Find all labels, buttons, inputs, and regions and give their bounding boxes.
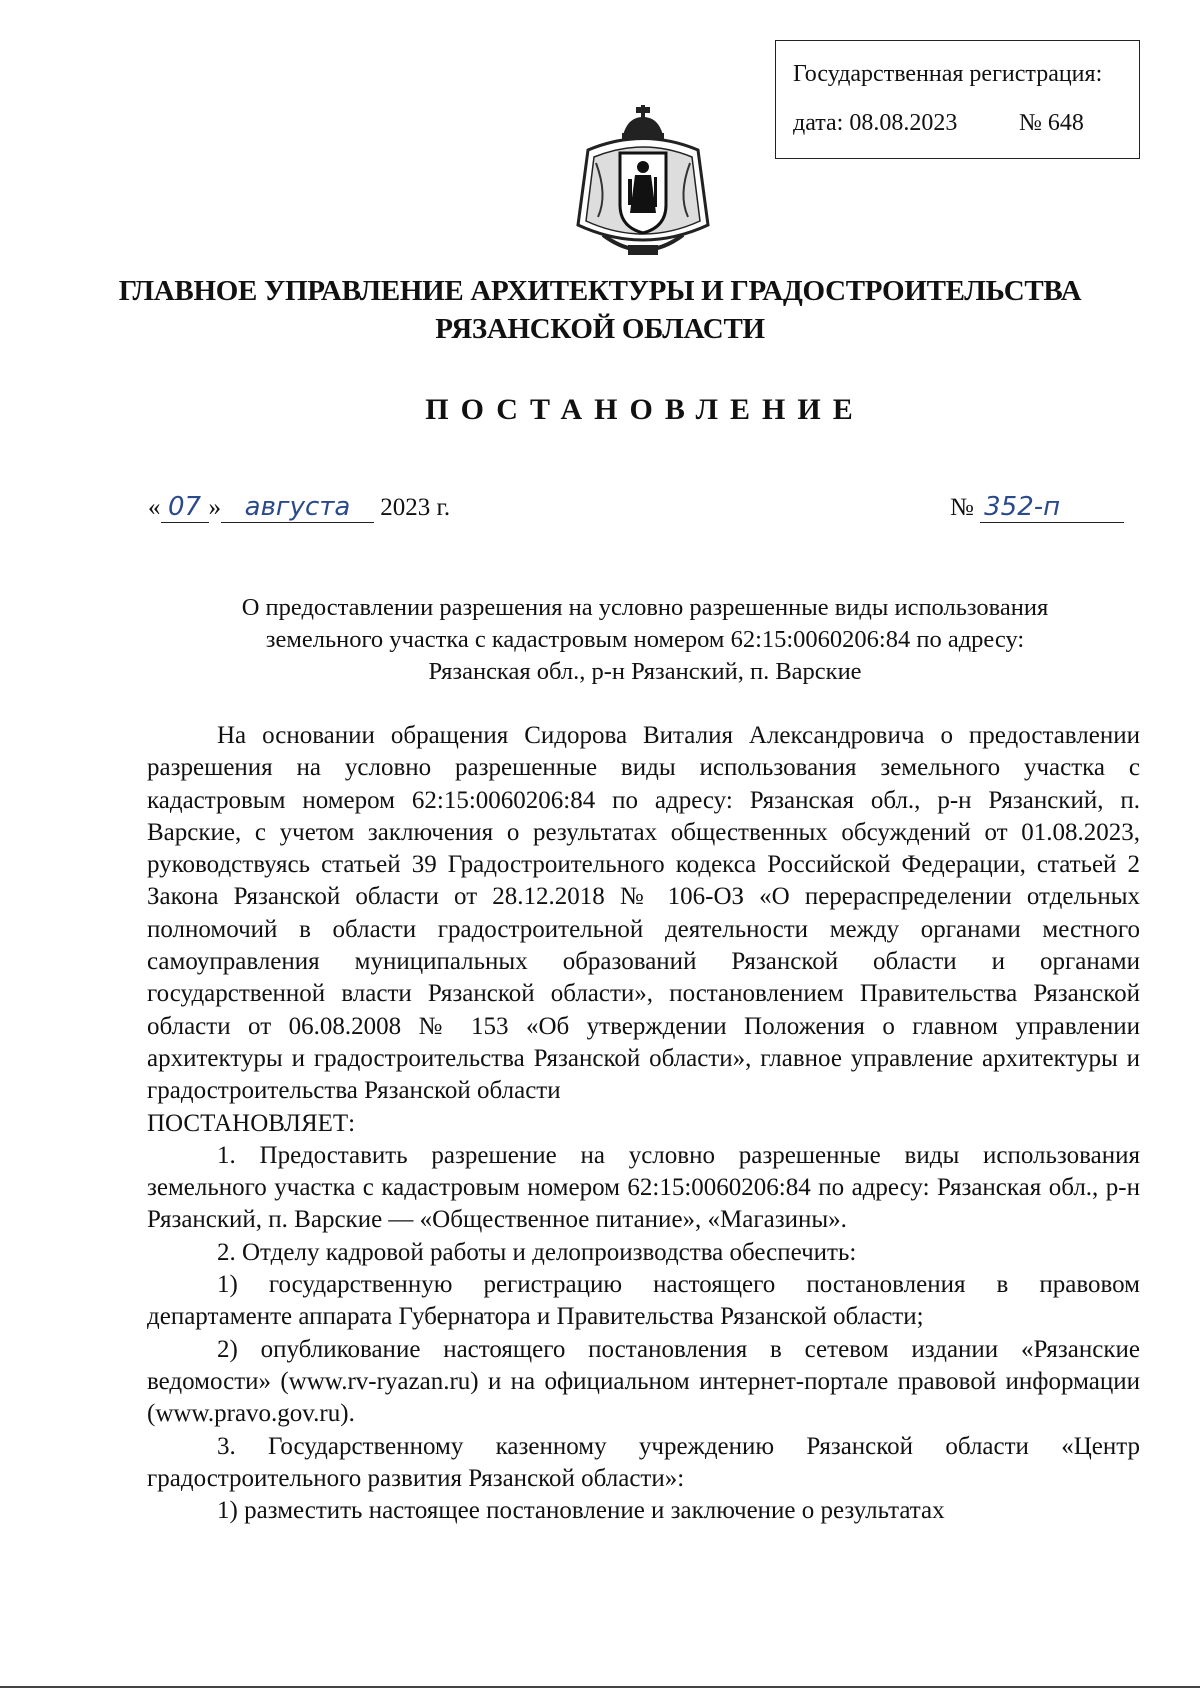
- item-2-1: 1) государственную регистрацию настоящего постановления в правовом департаменте аппарата Губернатора и Правительства Рязанской области;: [147, 1271, 1140, 1331]
- document-subject: [150, 592, 1140, 688]
- registration-number: № 648: [1019, 110, 1084, 136]
- number-value: 352-п: [980, 492, 1124, 523]
- document-body: [147, 720, 1140, 1527]
- registration-title: Государственная регистрация:: [793, 61, 1103, 87]
- document-number: [950, 492, 1124, 523]
- date-month: августа: [221, 492, 374, 523]
- subject-line-3: Рязанская обл., р-н Рязанский, п. Варские: [428, 658, 862, 685]
- subject-line-1: О предоставлении разрешения на условно разрешенные виды использования: [241, 594, 1049, 621]
- item-1: 1. Предоставить разрешение на условно разрешенные виды использования земельного участка с кадастровым номером 62:15:0060206:84 по адресу: Рязанская обл., р-н Рязанский, п. Варские — «Общественное питание», «Магазины».: [147, 1141, 1140, 1234]
- date-open-quote: «: [148, 494, 161, 521]
- preamble-paragraph: На основании обращения Сидорова Виталия Александровича о предоставлении разрешения на условно разрешенные виды использования земельного участка с кадастровым номером 62:15:0060206:84 по адресу: Рязанская обл., р-н Рязанский, п. Варские, с учетом заключения о результатах общественных обсуждений от 01.08.2023, руководствуясь статьей 39 Градостроительного кодекса Российской Федерации, статьей 2 Закона Рязанской области от 28.12.2018 № 106-ОЗ «О перераспределении отдельных полномочий в области градостроительной деятельности между органами местного самоуправления муниципальных образований Рязанской области и органами государственной власти Рязанской области», постановлением Правительства Рязанской области от 06.08.2008 № 153 «Об утверждении Положения о главном управлении архитектуры и градостроительства Рязанской области», главное управление архитектуры и градостроительства Рязанской области: [147, 722, 1140, 1105]
- page-bottom-rule: [0, 1686, 1200, 1688]
- item-3: 3. Государственному казенному учреждению Рязанской области «Центр градостроительного развития Рязанской области»:: [147, 1432, 1140, 1492]
- item-3-1: 1) разместить настоящее постановление и заключение о результатах: [217, 1497, 945, 1525]
- document-type: ПОСТАНОВЛЕНИЕ: [425, 393, 865, 426]
- registration-stamp: [775, 40, 1140, 159]
- ryazan-coat-of-arms-icon: [568, 105, 718, 265]
- organization-line-1: ГЛАВНОЕ УПРАВЛЕНИЕ АРХИТЕКТУРЫ И ГРАДОСТРОИТЕЛЬСТВА: [118, 275, 1082, 307]
- date-close-quote: »: [208, 494, 221, 521]
- registration-date: дата: 08.08.2023: [793, 110, 958, 136]
- document-date: [148, 492, 450, 523]
- organization-line-2: РЯЗАНСКОЙ ОБЛАСТИ: [435, 313, 765, 345]
- subject-line-2: земельного участка с кадастровым номером 62:15:0060206:84 по адресу:: [265, 626, 1025, 653]
- organization-name: [0, 272, 1200, 348]
- item-2: 2. Отделу кадровой работы и делопроизводства обеспечить:: [217, 1238, 857, 1266]
- date-day: 07: [161, 492, 209, 523]
- date-year: 2023 г.: [380, 494, 451, 521]
- item-2-2: 2) опубликование настоящего постановления в сетевом издании «Рязанские ведомости» (www.rv-ryazan.ru) и на официальном интернет-портале правовой информации (www.pravo.gov.ru).: [147, 1335, 1140, 1428]
- number-label: №: [950, 494, 974, 521]
- decree-word: ПОСТАНОВЛЯЕТ:: [147, 1109, 356, 1137]
